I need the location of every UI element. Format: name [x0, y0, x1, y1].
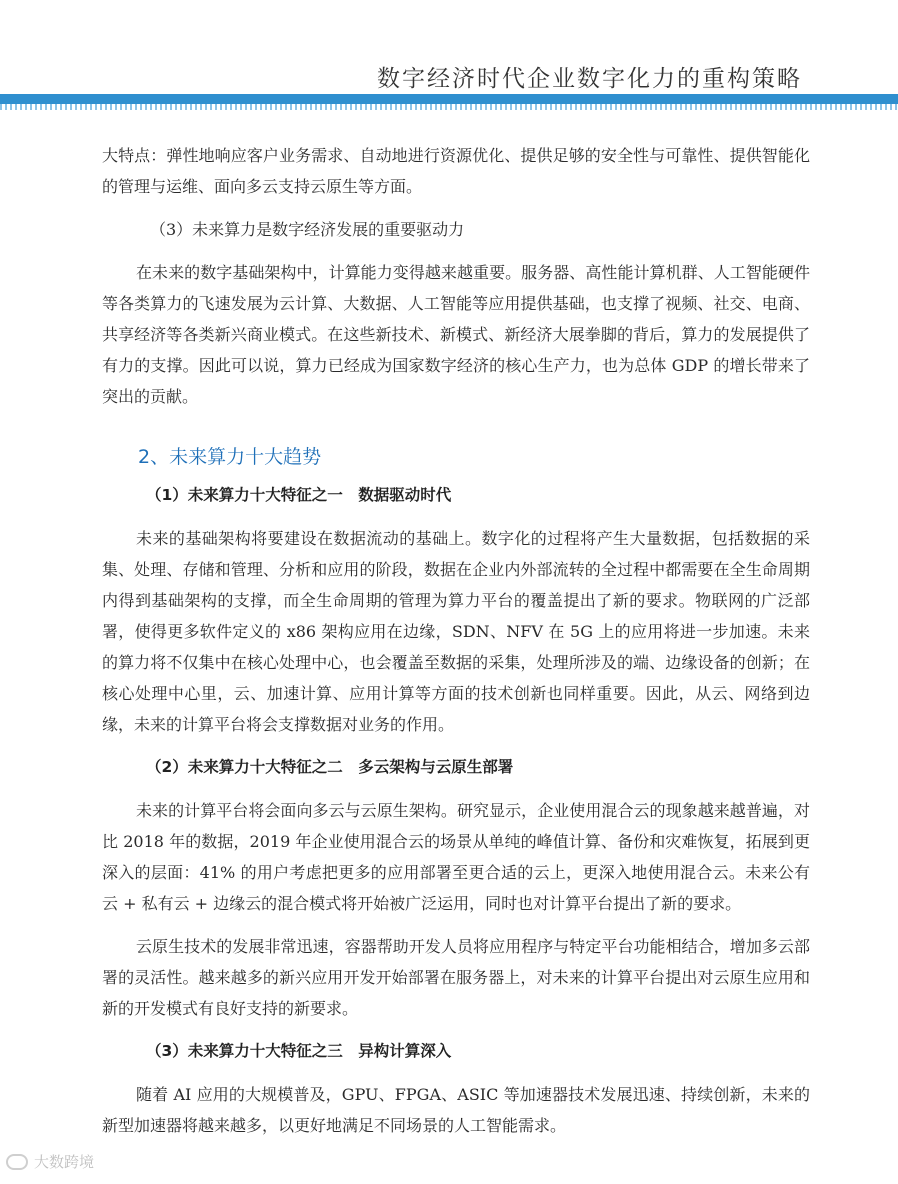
feature-2-paragraph-1: 未来的计算平台将会面向多云与云原生架构。研究显示，企业使用混合云的现象越来越普遍，对比 2018 年的数据，2019 年企业使用混合云的场景从单纯的峰值计算、备份和灾难恢复，拓展到更深入的层面：41% 的用户考虑把更多的应用部署至更合适的云上，更深入地使用混合云。未来公有云 + 私有云 + 边缘云的混合模式将开始被广泛运用，同时也对计算平台提出了新的要求。 — [102, 801, 810, 913]
feature-2-title: （2）未来算力十大特征之二 多云架构与云原生部署 — [146, 758, 514, 776]
feature-1-paragraph: 未来的基础架构将要建设在数据流动的基础上。数字化的过程将产生大量数据，包括数据的采集、处理、存储和管理、分析和应用的阶段，数据在企业内外部流转的全过程中都需要在全生命周期内得到基础架构的支撑，而全生命周期的管理为算力平台的覆盖提出了新的要求。物联网的广泛部署，使得更多软件定义的 x86 架构应用在边缘，SDN、NFV 在 5G 上的应用将进一步加速。未来的算力将不仅集中在核心处理中心，也会覆盖至数据的采集，处理所涉及的端、边缘设备的创新；在核心处理中心里，云、加速计算、应用计算等方面的技术创新也同样重要。因此，从云、网络到边缘，未来的计算平台将会支撑数据对业务的作用。 — [102, 529, 810, 734]
section-heading-2: 2、未来算力十大趋势 — [138, 446, 322, 468]
running-header-title: 数字经济时代企业数字化力的重构策略 — [377, 66, 802, 92]
header-rule-stripes — [0, 104, 898, 110]
watermark — [6, 1151, 94, 1172]
watermark-logo-icon — [6, 1154, 28, 1170]
feature-3-paragraph: 随着 AI 应用的大规模普及，GPU、FPGA、ASIC 等加速器技术发展迅速、持续创新，未来的新型加速器将越来越多，以更好地满足不同场景的人工智能需求。 — [102, 1085, 810, 1135]
paragraph-intro: 大特点：弹性地响应客户业务需求、自动地进行资源优化、提供足够的安全性与可靠性、提供智能化的管理与运维、面向多云支持云原生等方面。 — [102, 146, 810, 196]
feature-2-paragraph-2: 云原生技术的发展非常迅速，容器帮助开发人员将应用程序与特定平台功能相结合，增加多云部署的灵活性。越来越多的新兴应用开发开始部署在服务器上，对未来的计算平台提出对云原生应用和新的开发模式有良好支持的新要求。 — [102, 937, 810, 1018]
feature-1-title: （1）未来算力十大特征之一 数据驱动时代 — [146, 486, 452, 504]
feature-3-title: （3）未来算力十大特征之三 异构计算深入 — [146, 1042, 452, 1060]
subheading-3: （3）未来算力是数字经济发展的重要驱动力 — [150, 220, 465, 239]
page-body — [102, 140, 810, 1141]
header-rule — [0, 94, 898, 104]
watermark-text: 大数跨境 — [34, 1153, 95, 1171]
paragraph-driver: 在未来的数字基础架构中，计算能力变得越来越重要。服务器、高性能计算机群、人工智能硬件等各类算力的飞速发展为云计算、大数据、人工智能等应用提供基础，也支撑了视频、社交、电商、共享经济等各类新兴商业模式。在这些新技术、新模式、新经济大展拳脚的背后，算力的发展提供了有力的支撑。因此可以说，算力已经成为国家数字经济的核心生产力，也为总体 GDP 的增长带来了突出的贡献。 — [102, 263, 810, 406]
